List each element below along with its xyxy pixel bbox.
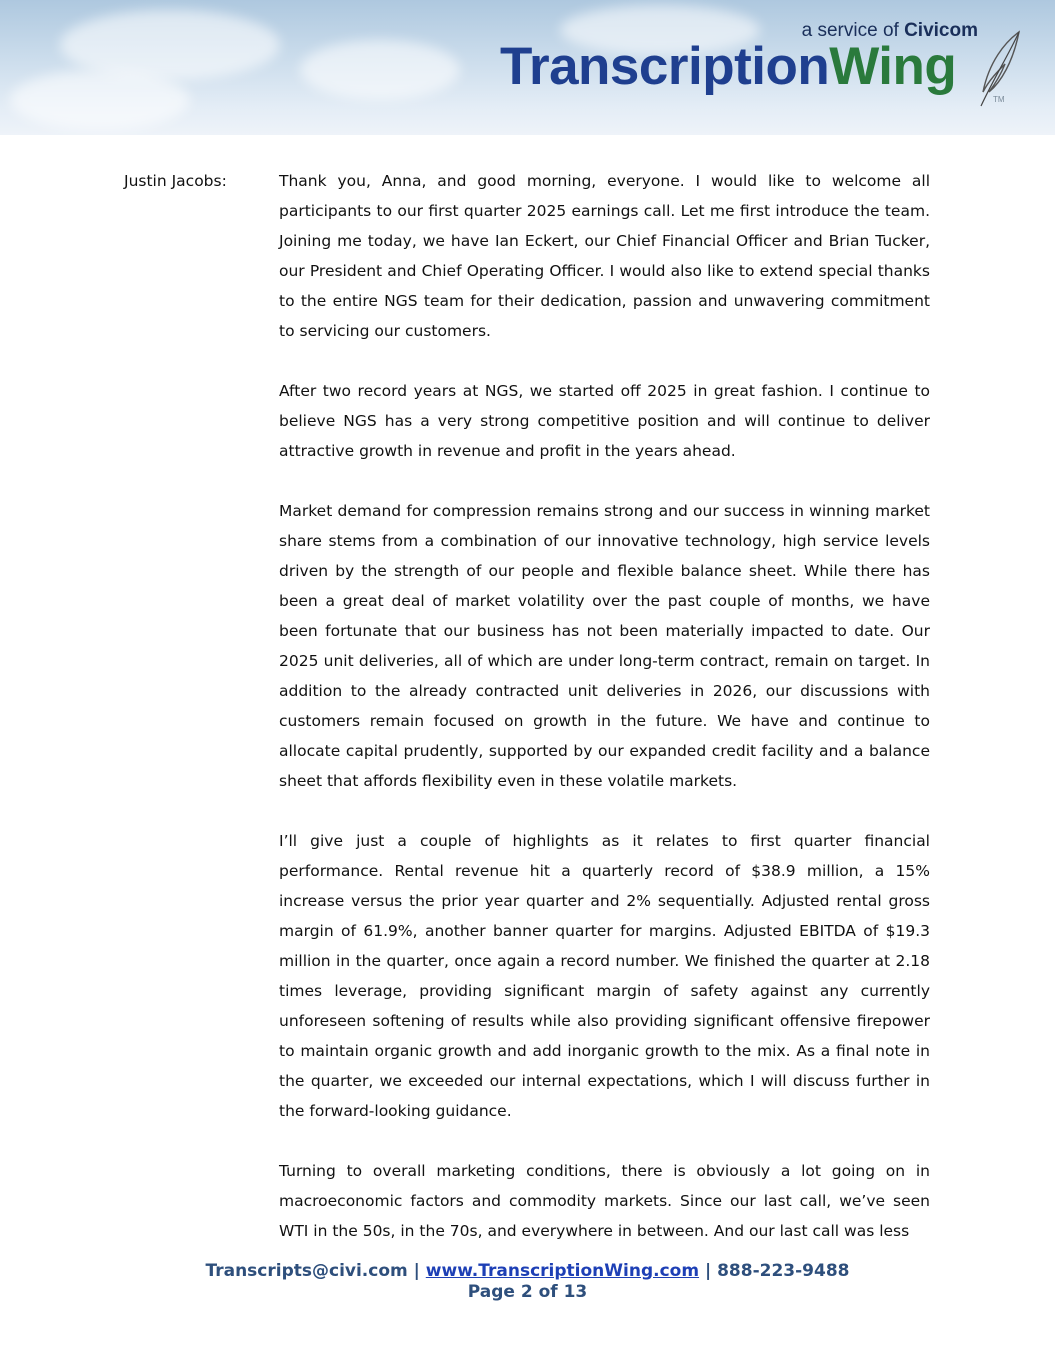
footer-contact-line	[0, 1261, 1055, 1282]
background-cloud	[10, 70, 190, 130]
footer-phone: 888-223-9488	[717, 1261, 850, 1281]
transcript-paragraph: After two record years at NGS, we started off 2025 in great fashion. I continue to believe NGS has a very strong competitive position and will continue to deliver attractive growth in revenue and profit in the years ahead.	[279, 382, 930, 460]
transcript-paragraph: I’ll give just a couple of highlights as it relates to first quarter financial performance. Rental revenue hit a quarterly record of $38.9 million, a 15% increase versus the prior year quarter and 2% sequentially. Adjusted rental gross margin of 61.9%, another banner quarter for margins. Adjusted EBITDA of $19.3 million in the quarter, once again a record number. We finished the quarter at 2.18 times leverage, providing significant margin of safety against any currently unforeseen softening of results while also providing significant offensive firepower to maintain organic growth and add inorganic growth to the mix. As a final note in the quarter, we exceeded our internal expectations, which I will discuss further in the forward-looking guidance.	[279, 832, 930, 1120]
speaker-name: Justin Jacobs:	[124, 172, 227, 190]
service-prefix: a service of	[801, 20, 905, 41]
page-number: Page 2 of 13	[467, 1282, 588, 1302]
footer-separator: |	[407, 1261, 426, 1281]
logo-part-transcription: Transcription	[500, 37, 830, 96]
page-header	[0, 0, 1055, 135]
footer-website-link[interactable]: www.TranscriptionWing.com	[425, 1261, 700, 1281]
transcript-body	[279, 166, 930, 1276]
civicom-brand: Civicom	[904, 20, 978, 41]
transcript-paragraph: Thank you, Anna, and good morning, everyone. I would like to welcome all participants to our first quarter 2025 earnings call. Let me first introduce the team. Joining me today, we have Ian Eckert, our Chief Financial Officer and Brian Tucker, our President and Chief Operating Officer. I would also like to extend special thanks to the entire NGS team for their dedication, passion and unwavering commitment to servicing our customers.	[279, 172, 930, 340]
page-footer	[0, 1261, 1055, 1303]
background-cloud	[300, 40, 460, 100]
footer-email: Transcripts@civi.com	[205, 1261, 408, 1281]
transcript-paragraph: Market demand for compression remains strong and our success in winning market share stems from a combination of our innovative technology, high service levels driven by the strength of our people and flexible balance sheet. While there has been a great deal of market volatility over the past couple of months, we have been fortunate that our business has not been materially impacted to date. Our 2025 unit deliveries, all of which are under long-term contract, remain on target. In addition to the already contracted unit deliveries in 2026, our discussions with customers remain focused on growth in the future. We have and continue to allocate capital prudently, supported by our expanded credit facility and a balance sheet that affords flexibility even in these volatile markets.	[279, 502, 930, 790]
transcriptionwing-logo	[500, 37, 957, 96]
transcript-paragraph: Turning to overall marketing conditions, there is obviously a lot going on in macroeconomic factors and commodity markets. Since our last call, we’ve seen WTI in the 50s, in the 70s, and everywhere in between. And our last call was less	[279, 1162, 930, 1240]
trademark-symbol: TM	[993, 95, 1005, 104]
footer-separator: |	[699, 1261, 718, 1281]
logo-part-wing: Wing	[829, 37, 957, 96]
